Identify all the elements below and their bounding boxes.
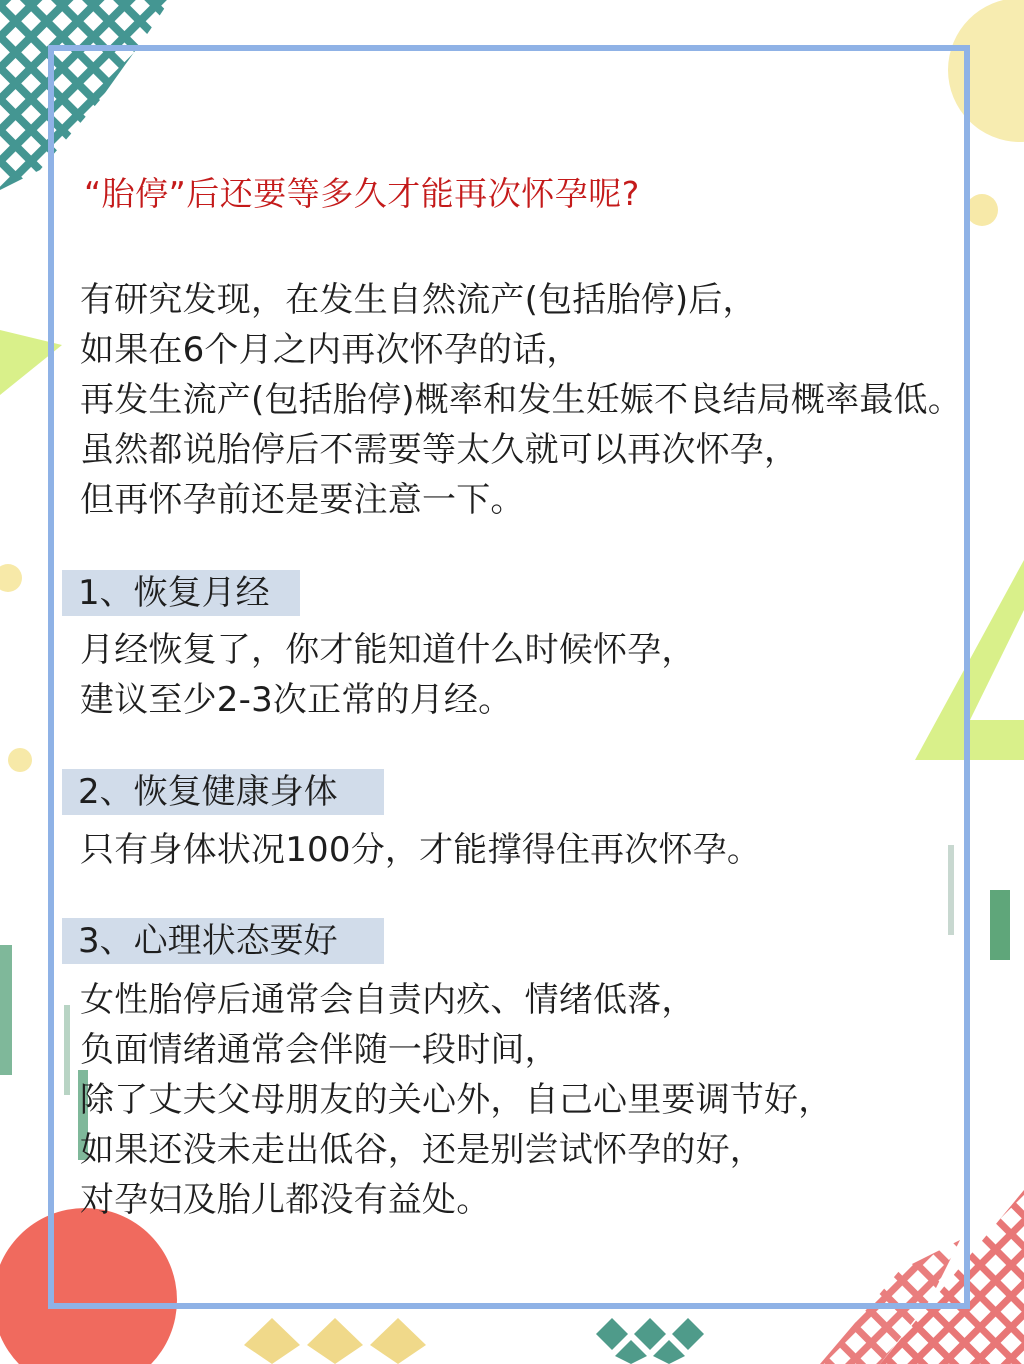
section-heading-2: 2、恢复健康身体	[62, 769, 384, 815]
section-3-line-1: 女性胎停后通常会自责内疚、情绪低落，	[80, 980, 696, 1020]
section-1-line-1: 月经恢复了，你才能知道什么时候怀孕，	[80, 630, 696, 670]
intro-line-5: 但再怀孕前还是要注意一下。	[80, 480, 525, 520]
yellow-dot-right	[966, 194, 998, 226]
yellow-dot-left	[0, 564, 22, 592]
section-1-line-2: 建议至少2-3次正常的月经。	[80, 680, 513, 720]
teal-diamonds	[596, 1318, 704, 1364]
intro-line-1: 有研究发现，在发生自然流产(包括胎停)后，	[80, 280, 757, 320]
section-3-line-3: 除了丈夫父母朋友的关心外，自己心里要调节好，	[80, 1080, 833, 1120]
section-3-line-4: 如果还没未走出低谷，还是别尝试怀孕的好，	[80, 1130, 764, 1170]
section-3-line-2: 负面情绪通常会伴随一段时间，	[80, 1030, 559, 1070]
green-bar-left	[0, 945, 12, 1075]
section-heading-3: 3、心理状态要好	[62, 918, 384, 964]
intro-line-3: 再发生流产(包括胎停)概率和发生妊娠不良结局概率最低。	[80, 380, 962, 420]
gold-diamonds	[244, 1318, 426, 1364]
intro-line-4: 虽然都说胎停后不需要等太久就可以再次怀孕，	[80, 430, 799, 470]
page-title: “胎停”后还要等多久才能再次怀孕呢?	[84, 174, 640, 213]
green-bar-right	[990, 890, 1010, 960]
intro-line-2: 如果在6个月之内再次怀孕的话，	[80, 330, 581, 370]
section-2-line-1: 只有身体状况100分，才能撑得住再次怀孕。	[80, 830, 762, 870]
section-heading-1: 1、恢复月经	[62, 570, 300, 616]
section-3-line-5: 对孕妇及胎儿都没有益处。	[80, 1180, 491, 1220]
